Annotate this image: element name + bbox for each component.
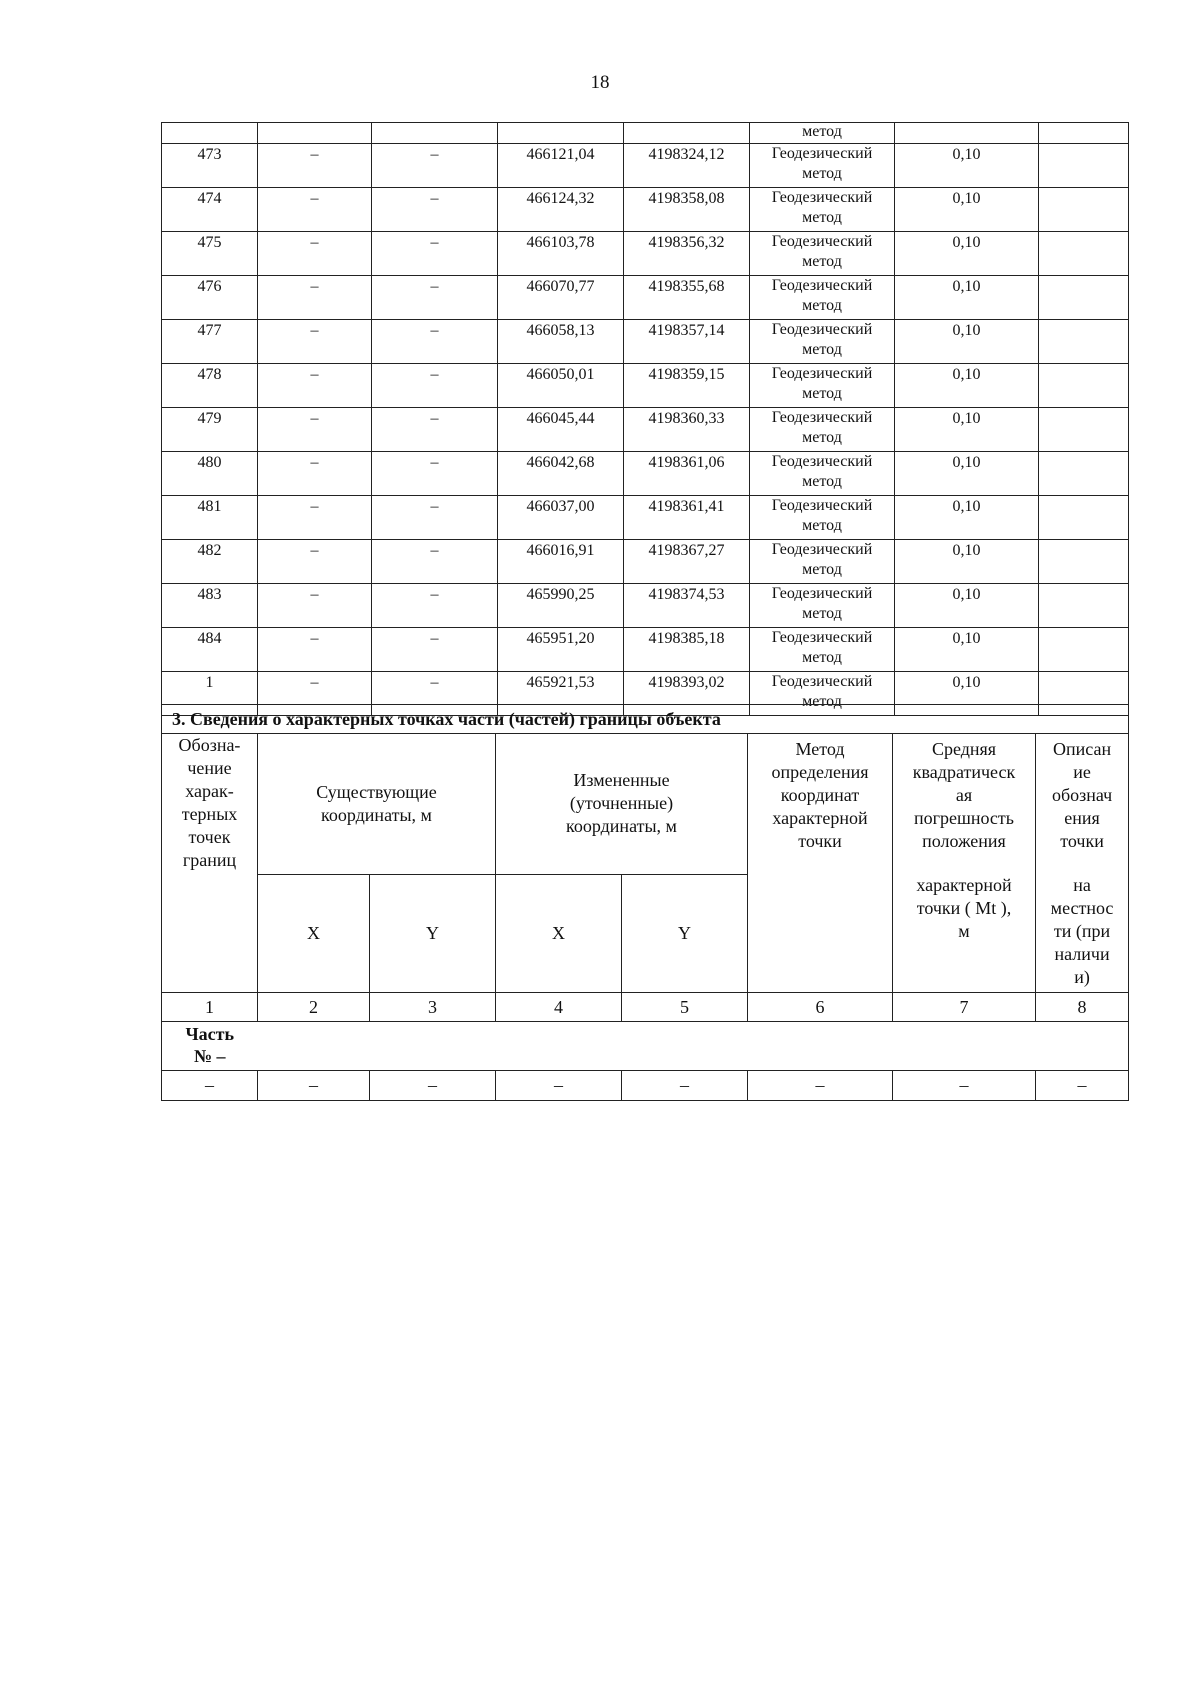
point-number-cell: 484 (162, 628, 258, 672)
table-cell: – (622, 1070, 748, 1100)
header-description-top: Описан ие обознач ения точки (1036, 734, 1129, 875)
y-coordinate-cell: 4198356,32 (624, 232, 750, 276)
existing-y-cell: – (372, 584, 498, 628)
accuracy-cell: 0,10 (895, 540, 1039, 584)
coordinates-table-continued (161, 122, 1129, 716)
existing-x-cell: – (258, 540, 372, 584)
point-number-cell: 482 (162, 540, 258, 584)
existing-x-cell: – (258, 232, 372, 276)
method-line-2: метод (802, 605, 842, 622)
method-line-1: Геодезический (771, 189, 873, 206)
section-title: 3. Сведения о характерных точках части (частей) границы объекта (162, 705, 1129, 734)
accuracy-cell: 0,10 (895, 144, 1039, 188)
point-number-cell: 478 (162, 364, 258, 408)
x-coordinate-cell: 465921,53 (498, 672, 624, 716)
accuracy-cell: 0,10 (895, 452, 1039, 496)
table-cell: – (748, 1070, 893, 1100)
existing-y-cell: – (372, 540, 498, 584)
method-cell (750, 584, 895, 628)
accuracy-cell: 0,10 (895, 320, 1039, 364)
table-cell: – (1036, 1070, 1129, 1100)
accuracy-cell: 0,10 (895, 496, 1039, 540)
method-line-2: метод (802, 473, 842, 490)
x-coordinate-cell: 465951,20 (498, 628, 624, 672)
accuracy-cell: 0,10 (895, 408, 1039, 452)
accuracy-cell: 0,10 (895, 188, 1039, 232)
method-line-2: метод (802, 209, 842, 226)
point-number-cell: 476 (162, 276, 258, 320)
method-line-1: Геодезический (771, 629, 873, 646)
point-number-cell: 477 (162, 320, 258, 364)
table-cell (498, 123, 624, 144)
method-line-1: Геодезический (771, 453, 873, 470)
method-cell (750, 232, 895, 276)
x-coordinate-cell: 466042,68 (498, 452, 624, 496)
method-cell (750, 364, 895, 408)
column-number-row (162, 992, 1129, 1021)
method-line-1: Геодезический (771, 277, 873, 294)
y-coordinate-cell: 4198355,68 (624, 276, 750, 320)
method-line-2: метод (802, 561, 842, 578)
column-number: 8 (1036, 992, 1129, 1021)
column-number: 7 (893, 992, 1036, 1021)
method-line-2: метод (802, 517, 842, 534)
x-coordinate-cell: 466045,44 (498, 408, 624, 452)
existing-y-cell: – (372, 188, 498, 232)
description-cell (1039, 496, 1129, 540)
existing-x-cell: – (258, 584, 372, 628)
existing-y-cell: – (372, 408, 498, 452)
existing-x-cell: – (258, 364, 372, 408)
table-cell: – (370, 1070, 496, 1100)
table-row (162, 628, 1129, 672)
table-cell (624, 123, 750, 144)
header-y-existing: Y (370, 874, 496, 992)
method-cell (750, 408, 895, 452)
table-cell (1039, 123, 1129, 144)
existing-x-cell: – (258, 628, 372, 672)
part-label: Часть № – (162, 1021, 258, 1070)
description-cell (1039, 320, 1129, 364)
description-cell (1039, 276, 1129, 320)
existing-x-cell: – (258, 452, 372, 496)
header-existing-coordinates: Существующие координаты, м (258, 734, 496, 875)
existing-y-cell: – (372, 320, 498, 364)
description-cell (1039, 144, 1129, 188)
existing-y-cell: – (372, 496, 498, 540)
point-number-cell: 474 (162, 188, 258, 232)
description-cell (1039, 232, 1129, 276)
header-error-bottom: характерной точки ( Mt ), м (893, 874, 1036, 992)
point-number-cell: 475 (162, 232, 258, 276)
y-coordinate-cell: 4198324,12 (624, 144, 750, 188)
accuracy-cell: 0,10 (895, 584, 1039, 628)
header-method: Метод определения координат характерной точки (748, 734, 893, 993)
y-coordinate-cell: 4198385,18 (624, 628, 750, 672)
table-row (162, 584, 1129, 628)
table-row (162, 232, 1129, 276)
header-changed-coordinates: Измененные (уточненные) координаты, м (496, 734, 748, 875)
method-line-2: метод (802, 297, 842, 314)
existing-x-cell: – (258, 496, 372, 540)
point-number-cell: 1 (162, 672, 258, 716)
accuracy-cell: 0,10 (895, 364, 1039, 408)
method-cell (750, 452, 895, 496)
existing-y-cell: – (372, 628, 498, 672)
table-row (162, 540, 1129, 584)
x-coordinate-cell: 466016,91 (498, 540, 624, 584)
description-cell (1039, 188, 1129, 232)
y-coordinate-cell: 4198361,06 (624, 452, 750, 496)
method-line-1: Геодезический (771, 585, 873, 602)
header-x-changed: X (496, 874, 622, 992)
y-coordinate-cell: 4198357,14 (624, 320, 750, 364)
description-cell (1039, 452, 1129, 496)
method-line-1: Геодезический (771, 233, 873, 250)
table-row (162, 408, 1129, 452)
x-coordinate-cell: 465990,25 (498, 584, 624, 628)
section3-table (161, 704, 1129, 1101)
y-coordinate-cell: 4198374,53 (624, 584, 750, 628)
existing-y-cell: – (372, 232, 498, 276)
existing-x-cell: – (258, 408, 372, 452)
x-coordinate-cell: 466070,77 (498, 276, 624, 320)
table-cell: – (893, 1070, 1036, 1100)
existing-y-cell: – (372, 276, 498, 320)
header-error-top: Средняя квадратическ ая погрешность положения (893, 734, 1036, 875)
method-line-1: Геодезический (771, 365, 873, 382)
method-cell (750, 188, 895, 232)
method-line-2: метод (802, 649, 842, 666)
part-row-empty (258, 1021, 1129, 1070)
existing-x-cell: – (258, 672, 372, 716)
y-coordinate-cell: 4198360,33 (624, 408, 750, 452)
table-row (162, 188, 1129, 232)
table-cell: – (258, 1070, 370, 1100)
description-cell (1039, 628, 1129, 672)
page-number: 18 (590, 72, 610, 93)
column-number: 4 (496, 992, 622, 1021)
empty-data-row (162, 1070, 1129, 1100)
x-coordinate-cell: 466103,78 (498, 232, 624, 276)
method-line-2: метод (802, 165, 842, 182)
method-line-1: Геодезический (771, 541, 873, 558)
existing-y-cell: – (372, 144, 498, 188)
point-number-cell: 480 (162, 452, 258, 496)
y-coordinate-cell: 4198361,41 (624, 496, 750, 540)
description-cell (1039, 584, 1129, 628)
method-line-1: Геодезический (771, 497, 873, 514)
x-coordinate-cell: 466124,32 (498, 188, 624, 232)
method-cell (750, 144, 895, 188)
table-cell: – (496, 1070, 622, 1100)
existing-y-cell: – (372, 452, 498, 496)
method-cell (750, 540, 895, 584)
table-row (162, 364, 1129, 408)
point-number-cell: 481 (162, 496, 258, 540)
table-row (162, 496, 1129, 540)
description-cell (1039, 408, 1129, 452)
column-number: 2 (258, 992, 370, 1021)
table-row (162, 144, 1129, 188)
x-coordinate-cell: 466058,13 (498, 320, 624, 364)
header-description-bottom: на местнос ти (при наличи и) (1036, 874, 1129, 992)
column-number: 1 (162, 992, 258, 1021)
existing-y-cell: – (372, 672, 498, 716)
table-cell (162, 123, 258, 144)
point-number-cell: 483 (162, 584, 258, 628)
existing-x-cell: – (258, 276, 372, 320)
method-line-1: Геодезический (771, 673, 873, 690)
table-cell: – (162, 1070, 258, 1100)
method-line-2: метод (802, 341, 842, 358)
table-row (162, 452, 1129, 496)
x-coordinate-cell: 466037,00 (498, 496, 624, 540)
method-cell (750, 496, 895, 540)
description-cell (1039, 364, 1129, 408)
x-coordinate-cell: 466050,01 (498, 364, 624, 408)
accuracy-cell: 0,10 (895, 232, 1039, 276)
table-cell (258, 123, 372, 144)
method-line-2: метод (802, 385, 842, 402)
continued-row (162, 123, 1129, 144)
method-cell (750, 628, 895, 672)
table-cell (895, 123, 1039, 144)
table-row (162, 320, 1129, 364)
existing-y-cell: – (372, 364, 498, 408)
y-coordinate-cell: 4198358,08 (624, 188, 750, 232)
x-coordinate-cell: 466121,04 (498, 144, 624, 188)
accuracy-cell: 0,10 (895, 672, 1039, 716)
y-coordinate-cell: 4198359,15 (624, 364, 750, 408)
y-coordinate-cell: 4198393,02 (624, 672, 750, 716)
column-number: 5 (622, 992, 748, 1021)
y-coordinate-cell: 4198367,27 (624, 540, 750, 584)
table-row (162, 276, 1129, 320)
header-designation: Обозна- чение харак- терных точек границ (162, 734, 258, 993)
column-number: 3 (370, 992, 496, 1021)
method-line-2: метод (802, 253, 842, 270)
method-cell (750, 320, 895, 364)
description-cell (1039, 540, 1129, 584)
existing-x-cell: – (258, 144, 372, 188)
method-cell (750, 276, 895, 320)
existing-x-cell: – (258, 188, 372, 232)
accuracy-cell: 0,10 (895, 628, 1039, 672)
point-number-cell: 473 (162, 144, 258, 188)
method-cell: метод (750, 123, 895, 144)
column-number: 6 (748, 992, 893, 1021)
method-line-2: метод (802, 429, 842, 446)
header-x-existing: X (258, 874, 370, 992)
table-cell (372, 123, 498, 144)
existing-x-cell: – (258, 320, 372, 364)
method-line-1: Геодезический (771, 145, 873, 162)
point-number-cell: 479 (162, 408, 258, 452)
method-line-1: Геодезический (771, 409, 873, 426)
method-line-2: метод (802, 693, 842, 710)
method-line-1: Геодезический (771, 321, 873, 338)
header-y-changed: Y (622, 874, 748, 992)
accuracy-cell: 0,10 (895, 276, 1039, 320)
